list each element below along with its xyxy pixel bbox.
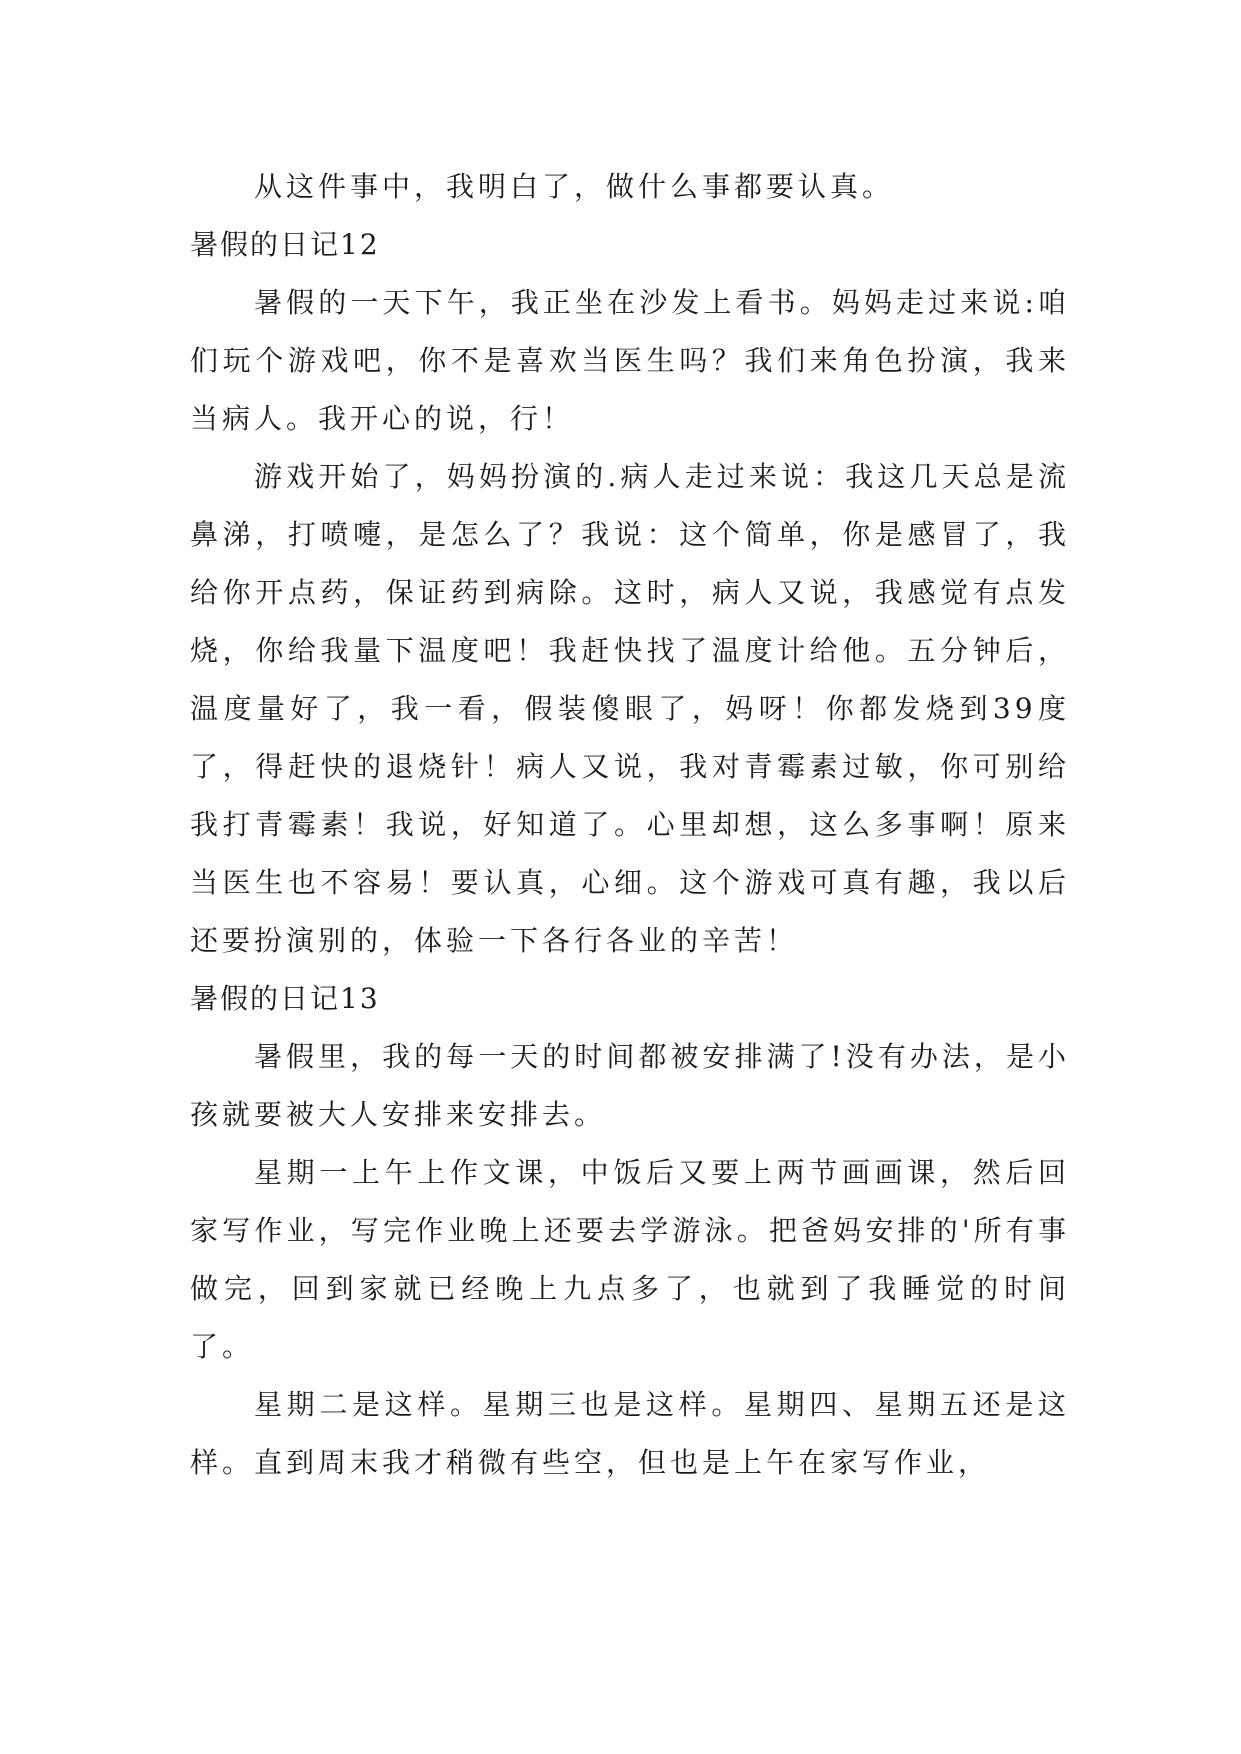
paragraph-game-story: 游戏开始了，妈妈扮演的.病人走过来说：我这几天总是流鼻涕，打喷嚏，是怎么了？我说：这个简单，你是感冒了，我给你开点药，保证药到病除。这时，病人又说，我感觉有点发烧，你给我量下温度吧！我赶快找了温度计给他。五分钟后，温度量好了，我一看，假装傻眼了，妈呀！你都发烧到39度了，得赶快的退烧针！病人又说，我对青霉素过敏，你可别给我打青霉素！我说，好知道了。心里却想，这么多事啊！原来当医生也不容易！要认真，心细。这个游戏可真有趣，我以后还要扮演别的，体验一下各行各业的辛苦！ — [190, 460, 1070, 957]
paragraph-schedule-intro: 暑假里，我的每一天的时间都被安排满了!没有办法，是小孩就要被大人安排来安排去。 — [190, 1040, 1070, 1131]
paragraph-lesson: 从这件事中，我明白了，做什么事都要认真。 — [254, 170, 895, 203]
paragraph-monday: 星期一上午上作文课，中饭后又要上两节画画课，然后回家写作业，写完作业晚上还要去学游泳。把爸妈安排的'所有事做完，回到家就已经晚上九点多了，也就到了我睡觉的时间了。 — [190, 1156, 1070, 1363]
heading-diary-12: 暑假的日记12 — [190, 228, 380, 261]
heading-diary-13: 暑假的日记13 — [190, 982, 380, 1015]
document-body — [190, 158, 1070, 1492]
paragraph-game-intro: 暑假的一天下午，我正坐在沙发上看书。妈妈走过来说:咱们玩个游戏吧，你不是喜欢当医生吗？我们来角色扮演，我来当病人。我开心的说，行！ — [190, 286, 1070, 435]
paragraph-weekdays: 星期二是这样。星期三也是这样。星期四、星期五还是这样。直到周末我才稍微有些空，但也是上午在家写作业， — [190, 1388, 1070, 1479]
